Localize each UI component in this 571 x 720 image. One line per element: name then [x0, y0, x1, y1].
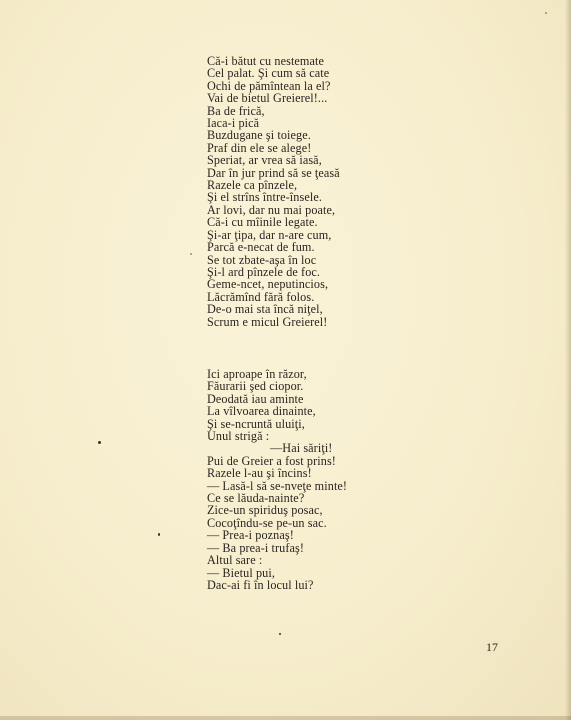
poem-line: Se tot zbate-aşa în loc — [207, 252, 317, 267]
page-bottom-edge — [0, 716, 571, 720]
poem-line: Cocoţîndu-se pe-un sac. — [207, 515, 327, 530]
poem-line: Razele l-au şi încins! — [207, 466, 312, 481]
poem-line: Ici aproape în răzor, — [207, 367, 307, 381]
poem-line: Şi-ar ţipa, dar n-are cum, — [207, 227, 332, 242]
poem-line: Razele ca pînzele, — [207, 178, 298, 193]
poem-stanza-1 — [207, 55, 340, 328]
poem-line: Praf din ele se alege! — [207, 140, 312, 155]
poem-line: Că-i cu mîinile legate. — [207, 215, 318, 230]
poem-line: Dar în jur prind să se ţeasă — [207, 165, 340, 180]
poem-line: Pui de Greier a fost prins! — [207, 453, 336, 468]
poem-line: Speriat, ar vrea să iasă, — [207, 153, 322, 168]
poem-line: Cel palat. Şi cum să cate — [207, 66, 330, 81]
poem-line: De-o mai sta încă niţel, — [207, 302, 323, 317]
poem-line: Buzdugane şi toiege. — [207, 128, 311, 143]
ink-speck — [545, 12, 547, 14]
poem-line: — Prea-i poznaş! — [207, 528, 294, 543]
poem-line: Unul strigă : — [207, 429, 270, 444]
ink-speck — [190, 253, 192, 255]
poem-line: Iaca-i pică — [207, 116, 260, 131]
poem-line: Şi el strîns între-însele. — [207, 190, 322, 205]
poem-line: Ochi de pămîntean la el? — [207, 78, 331, 93]
poem-line: Zice-un spiriduş posac, — [207, 503, 323, 518]
page-number: 17 — [486, 640, 498, 654]
poem-line: Geme-ncet, neputincios, — [207, 277, 329, 292]
poem-line: Ar lovi, dar nu mai poate, — [207, 202, 336, 217]
poem-line: Parcă e-necat de fum. — [207, 240, 315, 255]
poem-line: —Hai săriţi! — [270, 441, 333, 456]
poem-line: Că-i bătut cu nestemate — [207, 54, 325, 68]
poem-line: Lăcrămînd fără folos. — [207, 289, 315, 304]
poem-line: Scrum e micul Greierel! — [207, 314, 328, 329]
poem-line: Dac-ai fi în locul lui? — [207, 577, 314, 592]
poem-line: Ba de frică, — [207, 103, 265, 118]
poem-line: — Bietul pui, — [207, 565, 275, 580]
poem-line: Vai de bietul Greierel!... — [207, 91, 328, 106]
ink-speck — [98, 441, 101, 444]
poem-line: — Ba prea-i trufaş! — [207, 540, 304, 555]
poem-stanza-2 — [207, 368, 347, 591]
poem-line: La vîlvoarea dinainte, — [207, 404, 316, 419]
ink-speck — [158, 533, 160, 536]
poem-line: Ce se lăuda-nainte? — [207, 491, 305, 506]
page-edge-shadow — [565, 0, 571, 720]
poem-line: Altul sare : — [207, 553, 263, 568]
ink-speck — [279, 633, 281, 635]
poem-line: — Lasă-l să se-nveţe minte! — [207, 478, 348, 493]
poem-line: Făurarii şed ciopor. — [207, 379, 304, 394]
poem-line: Şi-l ard pînzele de foc. — [207, 264, 321, 279]
poem-line: Şi se-ncruntă uluiţi, — [207, 416, 305, 431]
poem-line: Deodată iau aminte — [207, 391, 304, 406]
